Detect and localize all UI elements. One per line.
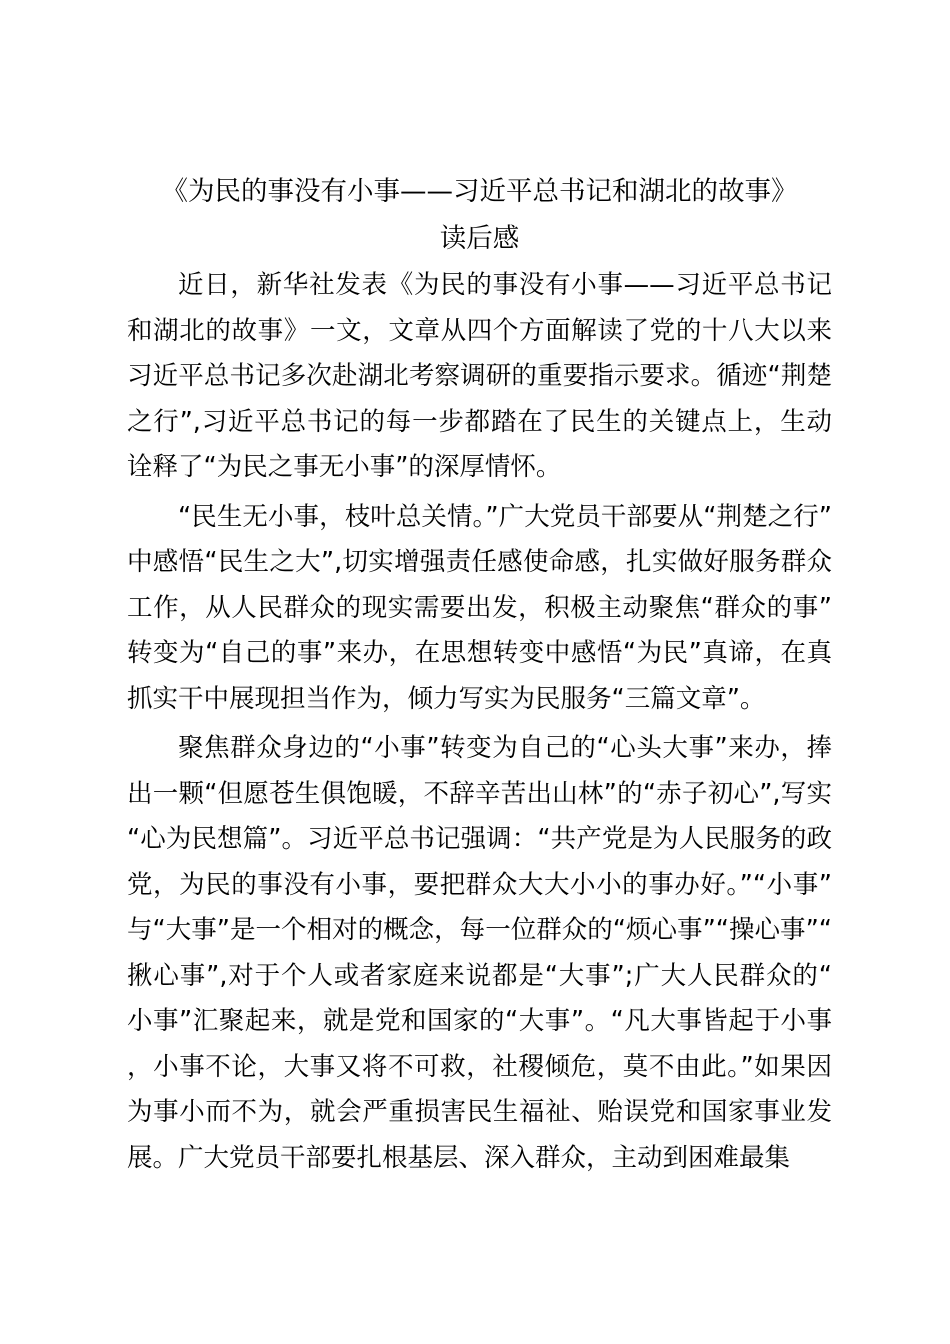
- title-line-2: 读后感: [439, 223, 520, 254]
- document-title: [127, 168, 832, 262]
- paragraph-3: 聚焦群众身边的“小事”转变为自己的“心头大事”来办，捧出一颗“但愿苍生俱饱暖，不辞辛苦出山林”的“赤子初心”,写实“心为民想篇”。习近平总书记强调：“共产党是为人民服务的政党，为民的事没有小事，要把群众大大小小的事办好。”“小事”与“大事”是一个相对的概念，每一位群众的“烦心事”“操心事”“揪心事”,对于个人或者家庭来说都是“大事”;广大人民群众的“小事”汇聚起来，就是党和国家的“大事”。“凡大事皆起于小事，小事不论，大事又将不可救，社稷倾危，莫不由此。”如果因为事小而不为，就会严重损害民生福祉、贻误党和国家事业发展。广大党员干部要扎根基层、深入群众，主动到困难最集: [127, 733, 832, 1173]
- document-page: [127, 168, 832, 1185]
- paragraph-2: “民生无小事，枝叶总关情。”广大党员干部要从“荆楚之行”中感悟“民生之大”,切实增强责任感使命感，扎实做好服务群众工作，从人民群众的现实需要出发，积极主动聚焦“群众的事”转变为“自己的事”来办，在思想转变中感悟“为民”真谛，在真抓实干中展现担当作为，倾力写实为民服务“三篇文章”。: [127, 501, 832, 714]
- paragraph-1: 近日，新华社发表《为民的事没有小事——习近平总书记和湖北的故事》一文，文章从四个方面解读了党的十八大以来习近平总书记多次赴湖北考察调研的重要指示要求。循迹“荆楚之行”,习近平总书记的每一步都踏在了民生的关键点上，生动诠释了“为民之事无小事”的深厚情怀。: [127, 270, 832, 482]
- title-line-1: 《为民的事没有小事——习近平总书记和湖北的故事》: [161, 176, 798, 207]
